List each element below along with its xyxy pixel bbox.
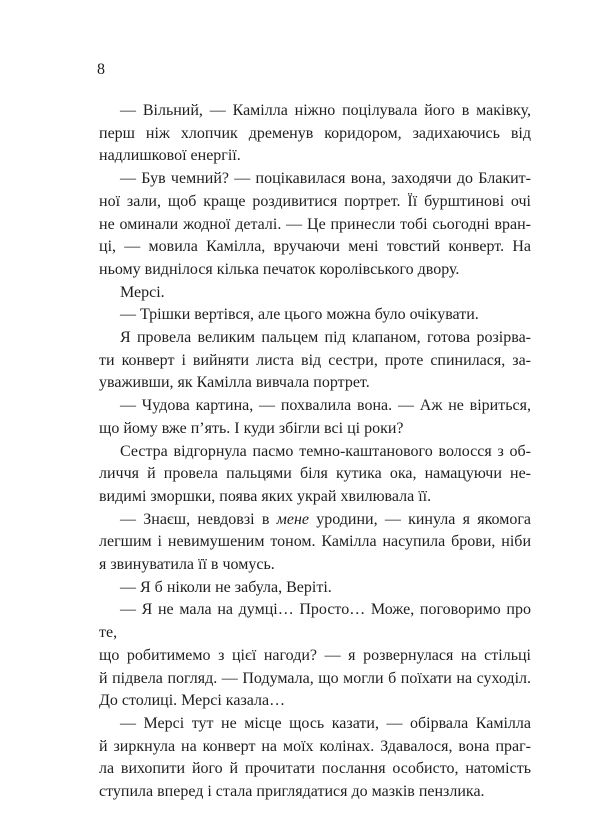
paragraph bbox=[99, 577, 531, 600]
text-line: легшим і невимушеним тоном. Камілла насупила брови, ніби bbox=[99, 533, 531, 551]
text-line: Сестра відгорнула пасмо темно-каштанового волосся з об- bbox=[120, 442, 531, 460]
paragraph bbox=[99, 713, 531, 804]
text-line: й підвела погляд. — Подумала, що могли б поїхати на суходіл. bbox=[99, 669, 531, 687]
paragraph bbox=[99, 168, 531, 282]
text-line: — Трішки вертівся, але цього можна було очікувати. bbox=[120, 306, 479, 324]
paragraph bbox=[99, 100, 531, 168]
paragraph bbox=[99, 327, 531, 395]
text-line: ці, — мовила Камілла, вручаючи мені товстий конверт. На bbox=[99, 238, 531, 256]
text-line: я звинуватила її в чомусь. bbox=[99, 556, 275, 574]
text-segment: уродини, — кинула я якомога bbox=[309, 510, 532, 528]
paragraph bbox=[99, 441, 531, 509]
text-line: — Мерсі тут не місце щось казати, — обірвала Камілла bbox=[120, 714, 531, 732]
paragraph bbox=[99, 395, 531, 440]
text-line: ньому виднілося кілька печаток королівського двору. bbox=[99, 260, 460, 278]
text-line: Мерсі. bbox=[120, 283, 165, 301]
text-line: — Вільний, — Камілла ніжно поцілувала його в маківку, bbox=[120, 102, 531, 119]
text-line: не оминали жодної деталі. — Це принесли тобі сьогодні вран- bbox=[99, 215, 531, 233]
text-line: видимі зморшки, поява яких украй хвилювала її. bbox=[99, 487, 432, 505]
text-line: — Був чемний? — поцікавилася вона, заходячи до Блакит- bbox=[120, 170, 531, 188]
paragraph bbox=[99, 599, 531, 713]
text-line: — Я не мала на думці… Просто… Може, поговоримо про те, bbox=[99, 601, 531, 642]
text-line: уваживши, як Камілла вивчала портрет. bbox=[99, 374, 370, 392]
text-line: — Я б ніколи не забула, Веріті. bbox=[120, 578, 332, 596]
paragraph bbox=[99, 509, 531, 577]
text-line: що робитимемо з цієї нагоди? — я розвернулася на стільці bbox=[99, 646, 531, 664]
paragraph bbox=[99, 282, 531, 305]
text-line: — Чудова картина, — похвалила вона. — Аж не віриться, bbox=[120, 397, 531, 415]
italic-text: мене bbox=[276, 510, 310, 528]
text-line: що йому вже п’ять. І куди збігли всі ці роки? bbox=[99, 419, 404, 437]
text-line: перш ніж хлопчик дременув коридором, задихаючись від bbox=[99, 124, 531, 142]
text-line: Я провела великим пальцем під клапаном, готова розірва- bbox=[120, 329, 531, 347]
page-number: 8 bbox=[97, 61, 105, 78]
text-line: До столиці. Мерсі казала… bbox=[99, 692, 286, 710]
text-line: ної зали, щоб краще роздивитися портрет. Її бурштинові очі bbox=[99, 192, 531, 210]
text-line: ти конверт і вийняти листа від сестри, проте спинилася, за- bbox=[99, 351, 531, 369]
paragraph bbox=[99, 304, 531, 327]
text-line: надлишкової енергії. bbox=[99, 147, 241, 165]
text-line: ла вихопити його й прочитати послання особисто, натомість bbox=[99, 760, 531, 778]
text-line: й зиркнула на конверт на моїх колінах. Здавалося, вона праг- bbox=[99, 737, 531, 755]
text-block bbox=[99, 100, 531, 804]
text-segment: — Знаєш, невдовзі в bbox=[120, 510, 277, 528]
text-line: ступила вперед і стала приглядатися до мазків пензлика. bbox=[99, 783, 485, 801]
text-line bbox=[99, 509, 531, 532]
text-line: личчя й провела пальцями біля кутика ока, намацуючи не- bbox=[99, 465, 531, 483]
